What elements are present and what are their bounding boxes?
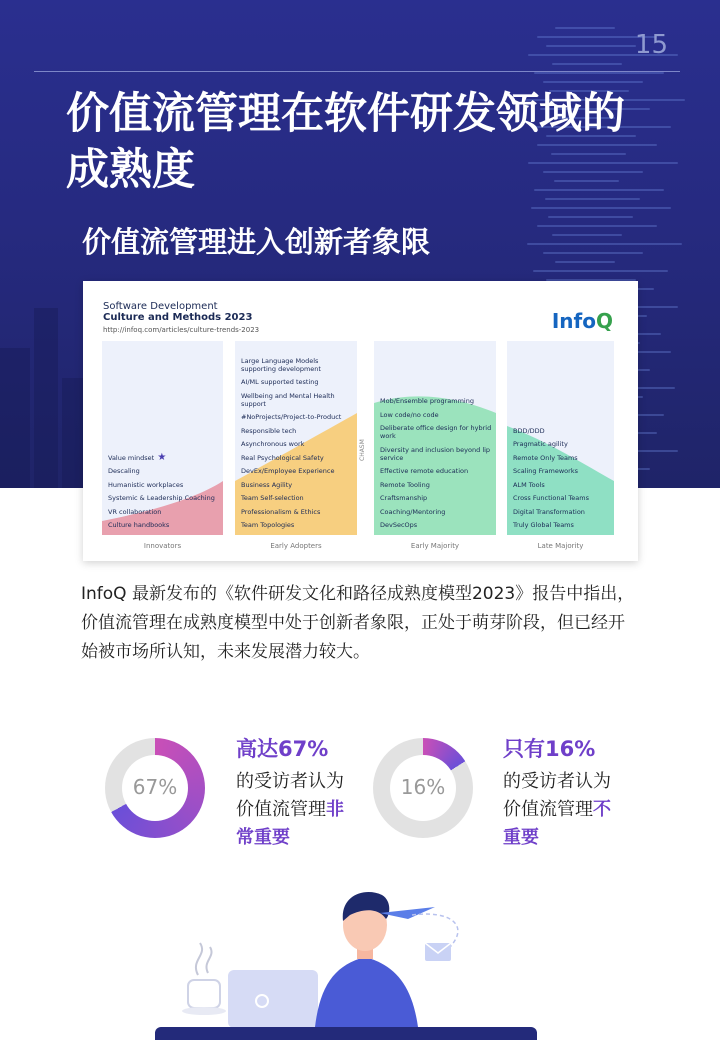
stat-text-normal: 的受访者认为价值流管理 xyxy=(236,771,344,820)
trend-item: Pragmatic agility xyxy=(513,440,568,448)
header-divider xyxy=(34,71,680,72)
trend-item: Mob/Ensemble programming xyxy=(380,397,474,405)
donut-percent-label: 67% xyxy=(132,775,178,799)
figure-header-line2: Culture and Methods 2023 xyxy=(103,312,253,323)
trend-item: Large Language Models supporting development xyxy=(241,356,321,373)
label-early-majority: Early Majority xyxy=(410,542,460,550)
innovators-list xyxy=(108,453,219,530)
trend-item: Descaling xyxy=(108,467,140,475)
trend-item: Humanistic workplaces xyxy=(108,480,184,489)
infoq-logo xyxy=(552,309,613,333)
trend-item: Wellbeing and Mental Health support xyxy=(241,391,335,408)
trend-item: Professionalism & Ethics xyxy=(241,507,321,516)
trend-item: ALM Tools xyxy=(513,480,545,489)
donut-percent-label: 16% xyxy=(400,775,446,799)
page-number: 15 xyxy=(634,30,668,60)
section-subtitle: 价值流管理进入创新者象限 xyxy=(82,225,431,259)
chasm-label: CHASM xyxy=(359,439,366,461)
trend-item: Remote Only Teams xyxy=(513,453,578,462)
developer-illustration xyxy=(150,885,550,1040)
late-majority-list xyxy=(513,426,610,530)
label-late-majority: Late Majority xyxy=(537,542,584,550)
trend-item: Culture handbooks xyxy=(108,521,170,529)
logo-accent: Q xyxy=(595,309,613,333)
column-early-majority xyxy=(374,341,496,535)
bottom-bar xyxy=(155,1027,537,1040)
trend-item: DevEx/Employee Experience xyxy=(241,467,335,475)
donut-chart-not-important xyxy=(373,738,473,838)
trend-item: Diversity and inclusion beyond lip service xyxy=(380,445,491,462)
trend-item: Low code/no code xyxy=(380,410,439,419)
stat-text-normal: 的受访者认为价值流管理 xyxy=(503,771,611,820)
trend-item: VR collaboration xyxy=(108,507,162,516)
trend-item: Coaching/Mentoring xyxy=(380,507,446,516)
column-innovators xyxy=(102,341,223,535)
stat-text-highlight: 非常重要 xyxy=(236,799,344,848)
logo-main: Info xyxy=(551,309,596,333)
laptop-icon xyxy=(228,970,318,1028)
trend-item: AI/ML supported testing xyxy=(241,378,319,386)
trend-item: Remote Tooling xyxy=(380,480,430,489)
trend-item: Value mindset ★ xyxy=(108,451,167,463)
figure-url: http://infoq.com/articles/culture-trends-2023 xyxy=(103,326,260,334)
early-majority-list xyxy=(380,396,492,529)
body-paragraph: InfoQ 最新发布的《软件研发文化和路径成熟度模型2023》报告中指出，价值流管理在成熟度模型中处于创新者象限，正处于萌芽阶段，但已经开始被市场所认知，未来发展潜力较大。 xyxy=(81,584,635,662)
early-adopters-list xyxy=(241,356,353,530)
trend-item: Systemic & Leadership Coaching xyxy=(108,494,215,502)
trend-item: Scaling Frameworks xyxy=(513,467,578,475)
trend-item: Deliberate office design for hybrid work xyxy=(380,424,492,440)
trend-item: Team Self-selection xyxy=(241,494,304,502)
stat-headline-not-important: 只有16% xyxy=(503,737,596,761)
trend-item: Craftsmanship xyxy=(380,494,428,502)
trend-item: Asynchronous work xyxy=(241,440,305,448)
star-icon: ★ xyxy=(154,451,167,463)
maturity-model-figure xyxy=(83,281,638,561)
label-innovators: Innovators xyxy=(143,542,182,550)
trend-item: Responsible tech xyxy=(241,426,297,435)
trend-item: Digital Transformation xyxy=(513,507,585,516)
trend-item: DevSecOps xyxy=(380,521,418,529)
trend-item: Cross Functional Teams xyxy=(513,494,589,502)
column-early-adopters xyxy=(235,341,357,535)
stat-headline-important: 高达67% xyxy=(236,737,329,761)
donut-chart-important xyxy=(105,738,205,838)
steam-icon xyxy=(196,943,212,975)
person-body xyxy=(315,957,418,1027)
trend-item: BDD/DDD xyxy=(513,426,545,435)
figure-header-line1: Software Development xyxy=(103,301,218,312)
trend-item: Business Agility xyxy=(241,480,293,489)
stat-text-important xyxy=(236,768,356,852)
coffee-cup-icon xyxy=(188,980,220,1008)
trend-item: Truly Global Teams xyxy=(513,521,574,529)
trend-item: #NoProjects/Project-to-Product xyxy=(241,413,342,421)
page-title: 价值流管理在软件研发领域的成熟度 xyxy=(66,89,625,195)
trend-item: Team Topologies xyxy=(241,521,295,529)
stat-text-not-important xyxy=(503,768,623,852)
column-late-majority xyxy=(507,341,614,535)
stat-text-highlight: 不重要 xyxy=(503,799,611,848)
label-early-adopters: Early Adopters xyxy=(270,542,322,550)
trend-item: Real Psychological Safety xyxy=(241,453,324,462)
trend-item: Effective remote education xyxy=(380,467,469,475)
